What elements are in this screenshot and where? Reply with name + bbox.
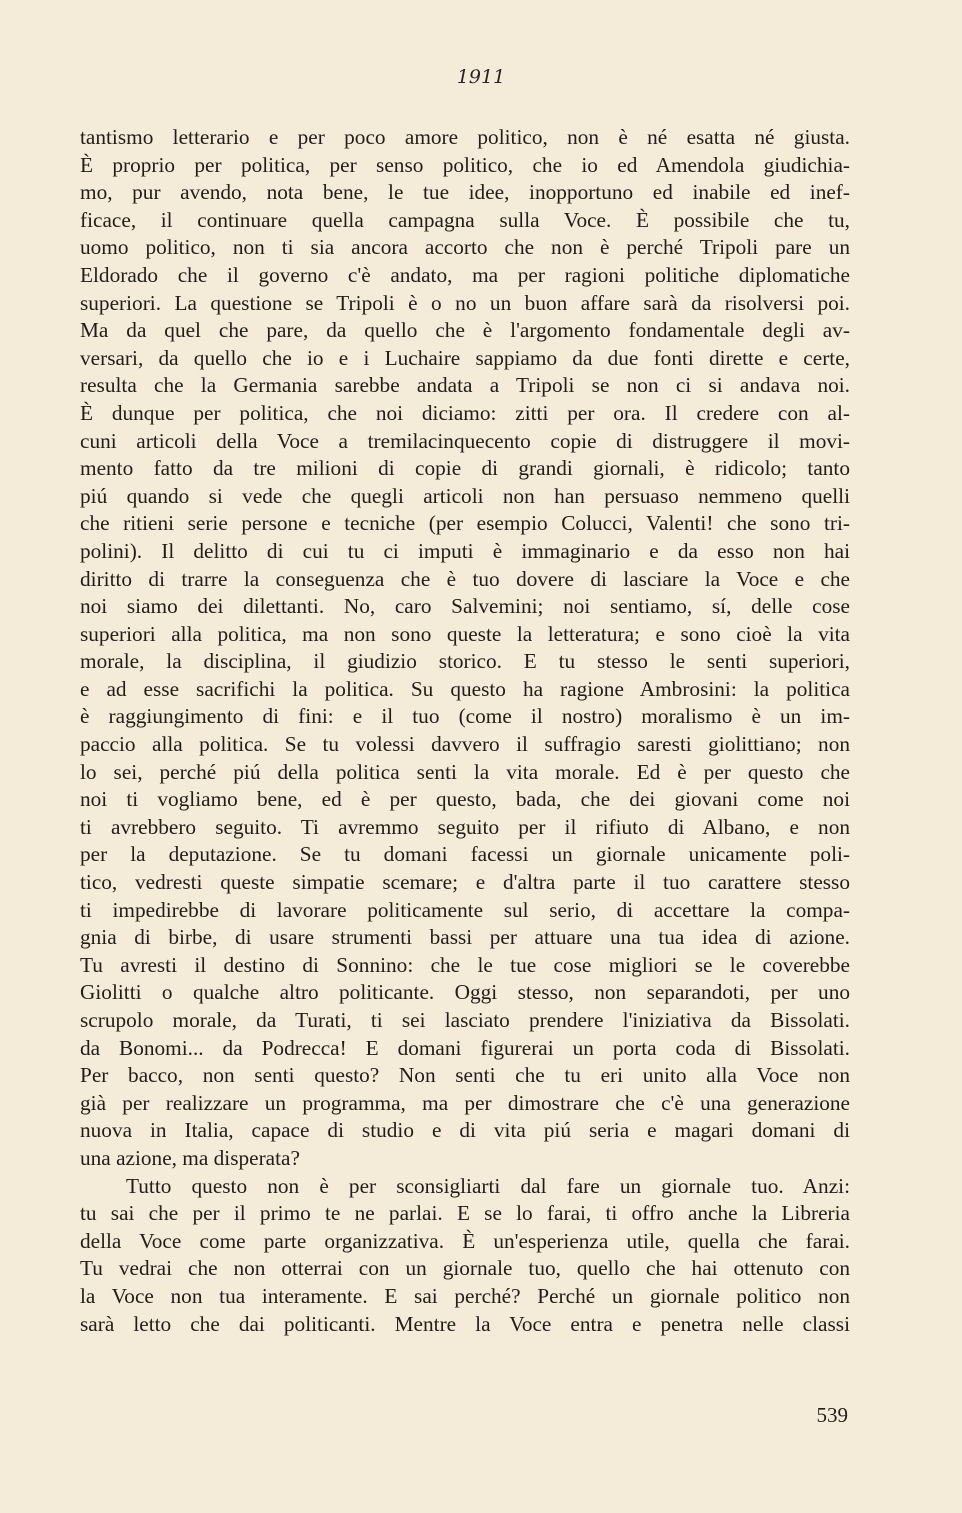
- text-line: gnia di birbe, di usare strumenti bassi per attuare una tua idea di azione.: [80, 925, 850, 950]
- text-line: della Voce come parte organizzativa. È un'esperienza utile, quella che farai.: [80, 1228, 850, 1253]
- text-line: che ritieni serie persone e tecniche (per esempio Colucci, Valenti! che sono tri-: [80, 511, 850, 536]
- text-line: scrupolo morale, da Turati, ti sei lasciato prendere l'iniziativa da Bissolati.: [80, 1008, 850, 1032]
- text-line: da Bonomi... da Podrecca! E domani figurerai un porta coda di Bissolati.: [80, 1035, 850, 1060]
- text-line: Tutto questo non è per sconsigliarti dal fare un giornale tuo. Anzi:: [126, 1173, 850, 1198]
- running-head: 1911: [456, 66, 506, 88]
- text-line: cuni articoli della Voce a tremilacinquecento copie di distruggere il movi-: [80, 428, 850, 453]
- text-line: lo sei, perché piú della politica senti la vita morale. Ed è per questo che: [80, 759, 850, 784]
- text-line: Tu vedrai che non otterrai con un giornale tuo, quello che hai ottenuto con: [80, 1256, 850, 1281]
- text-line: è raggiungimento di fini: e il tuo (come il nostro) moralismo è un im-: [80, 704, 850, 729]
- text-line: diritto di trarre la conseguenza che è tuo dovere di lasciare la Voce e che: [80, 566, 850, 591]
- text-line: ti impedirebbe di lavorare politicamente sul serio, di accettare la compa-: [80, 897, 850, 922]
- text-line: È proprio per politica, per senso politico, che io ed Amendola giudichia-: [80, 152, 850, 177]
- text-line: una azione, ma disperata?: [80, 1145, 300, 1170]
- text-line: mento fatto da tre milioni di copie di grandi giornali, è ridicolo; tanto: [80, 456, 850, 481]
- text-line: uomo politico, non ti sia ancora accorto che non è perché Tripoli pare un: [80, 235, 850, 260]
- text-line: tantismo letterario e per poco amore politico, non è né esatta né giusta.: [80, 125, 850, 149]
- text-line: È dunque per politica, che noi diciamo: zitti per ora. Il credere con al-: [80, 400, 850, 425]
- text-line: tu sai che per il primo te ne parlai. E se lo farai, ti offro anche la Libreria: [80, 1201, 850, 1226]
- text-line: noi ti vogliamo bene, ed è per questo, bada, che dei giovani come noi: [80, 787, 850, 812]
- text-line: mo, pur avendo, nota bene, le tue idee, inopportuno ed inabile ed inef-: [80, 180, 850, 205]
- body-text: [80, 124, 850, 1338]
- text-line: sarà letto che dai politicanti. Mentre la Voce entra e penetra nelle classi: [80, 1311, 850, 1336]
- text-line: noi siamo dei dilettanti. No, caro Salvemini; noi sentiamo, sí, delle cose: [80, 594, 850, 619]
- text-line: tico, vedresti queste simpatie scemare; e d'altra parte il tuo carattere stesso: [80, 870, 850, 895]
- text-line: piú quando si vede che quegli articoli non han persuaso nemmeno quelli: [80, 483, 850, 508]
- text-line: Eldorado che il governo c'è andato, ma per ragioni politiche diplomatiche: [80, 262, 850, 287]
- text-line: Giolitti o qualche altro politicante. Oggi stesso, non separandoti, per uno: [80, 980, 850, 1005]
- text-line: nuova in Italia, capace di studio e di vita piú seria e magari domani di: [80, 1118, 850, 1143]
- text-line: già per realizzare un programma, ma per dimostrare che c'è una generazione: [80, 1090, 850, 1115]
- text-line: la Voce non tua interamente. E sai perché? Perché un giornale politico non: [80, 1283, 850, 1308]
- text-line: per la deputazione. Se tu domani facessi un giornale unicamente poli-: [80, 842, 850, 867]
- text-line: ficace, il continuare quella campagna sulla Voce. È possibile che tu,: [80, 207, 850, 232]
- text-line: superiori. La questione se Tripoli è o no un buon affare sarà da risolversi poi.: [80, 290, 850, 315]
- text-line: ti avrebbero seguito. Ti avremmo seguito per il rifiuto di Albano, e non: [80, 814, 850, 839]
- text-line: paccio alla politica. Se tu volessi davvero il suffragio saresti giolittiano; non: [80, 732, 850, 757]
- text-line: e ad esse sacrifichi la politica. Su questo ha ragione Ambrosini: la politica: [80, 676, 850, 701]
- text-line: morale, la disciplina, il giudizio storico. E tu stesso le senti superiori,: [80, 649, 850, 674]
- page-number: 539: [816, 1403, 848, 1427]
- text-line: Per bacco, non senti questo? Non senti che tu eri unito alla Voce non: [80, 1063, 850, 1088]
- text-line: polini). Il delitto di cui tu ci imputi è immaginario e da esso non hai: [80, 538, 850, 563]
- text-line: resulta che la Germania sarebbe andata a Tripoli se non ci si andava noi.: [80, 373, 850, 398]
- text-line: Ma da quel che pare, da quello che è l'argomento fondamentale degli av-: [80, 318, 850, 343]
- text-line: versari, da quello che io e i Luchaire sappiamo da due fonti dirette e certe,: [80, 345, 850, 370]
- text-line: superiori alla politica, ma non sono queste la letteratura; e sono cioè la vita: [80, 621, 850, 646]
- text-line: Tu avresti il destino di Sonnino: che le tue cose migliori se le coverebbe: [80, 952, 850, 977]
